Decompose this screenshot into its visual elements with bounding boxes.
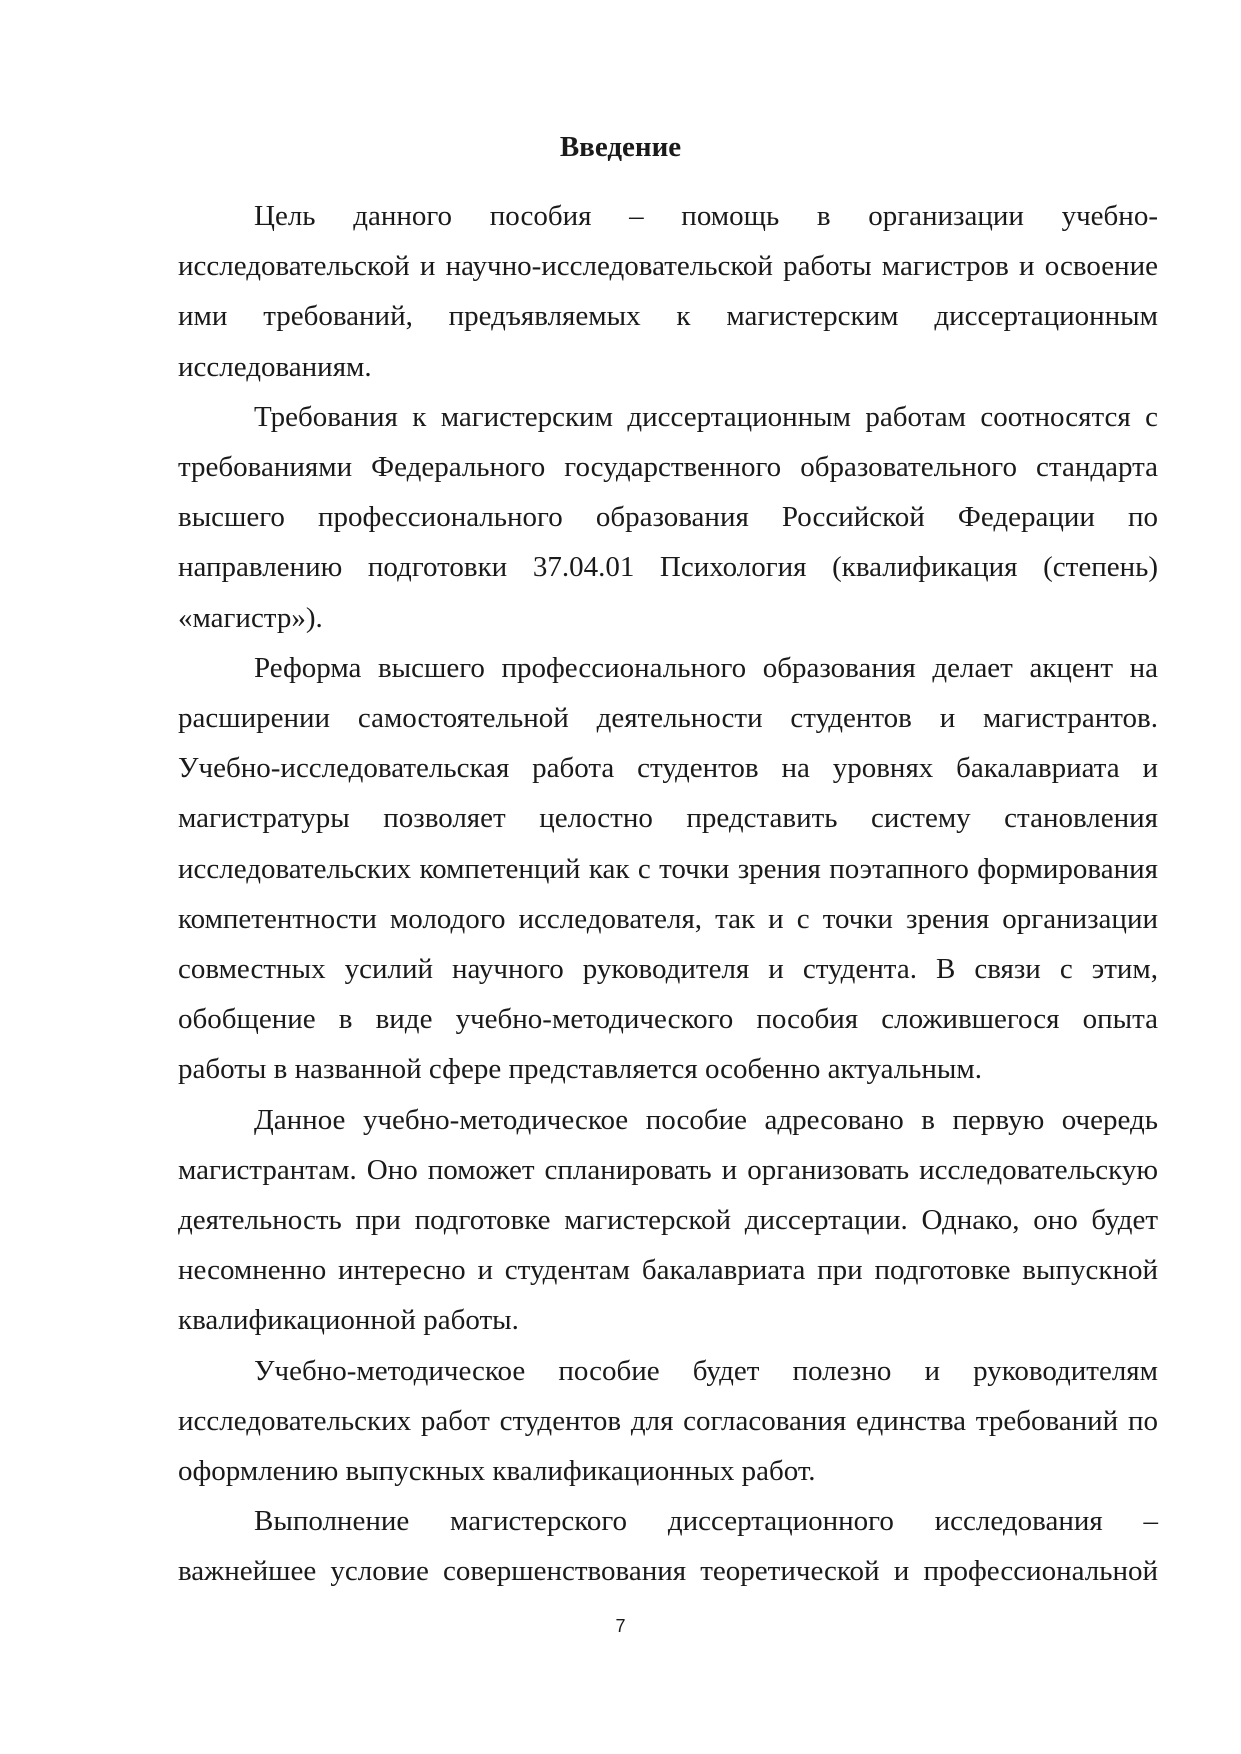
- paragraph-supervisors: Учебно-методическое пособие будет полезно и руководителям исследовательских работ студентов для согласования единства требований по оформлению выпускных квалификационных работ.: [178, 1354, 1158, 1488]
- paragraph-requirements: Требования к магистерским диссертационным работам соотносятся с требованиями Федерального государственного образовательного стандарта высшего профессионального образования Российской Федерации по направлению подготовки 37.04.01 Психология (квалификация (степень) «магистр»).: [178, 400, 1158, 634]
- page-title: Введение: [559, 131, 682, 164]
- paragraph-goal: Цель данного пособия – помощь в организации учебно-исследовательской и научно-исследовательской работы магистров и освоение ими требований, предъявляемых к магистерским диссертационным исследованиям.: [178, 200, 1158, 383]
- paragraph-reform: Реформа высшего профессионального образования делает акцент на расширении самостоятельной деятельности студентов и магистрантов. Учебно-исследовательская работа студентов на уровнях бакалавриата и магистратуры позволяет целостно представить систему становления исследовательских компетенций как с точки зрения поэтапного формирования компетентности молодого исследователя, так и с точки зрения организации совместных усилий научного руководителя и студента. В связи с этим, обобщение в виде учебно-методического пособия сложившегося опыта работы в названной сфере представляется особенно актуальным.: [178, 651, 1158, 1086]
- paragraph-thesis: Выполнение магистерского диссертационного исследования – важнейшее условие совершенствования теоретической и профессиональной: [178, 1505, 1158, 1588]
- document-body: [178, 191, 1158, 1597]
- page-number: 7: [615, 1616, 626, 1636]
- paragraph-audience: Данное учебно-методическое пособие адресовано в первую очередь магистрантам. Оно поможет спланировать и организовать исследовательскую деятельность при подготовке магистерской диссертации. Однако, оно будет несомненно интересно и студентам бакалавриата при подготовке выпускной квалификационной работы.: [178, 1103, 1158, 1337]
